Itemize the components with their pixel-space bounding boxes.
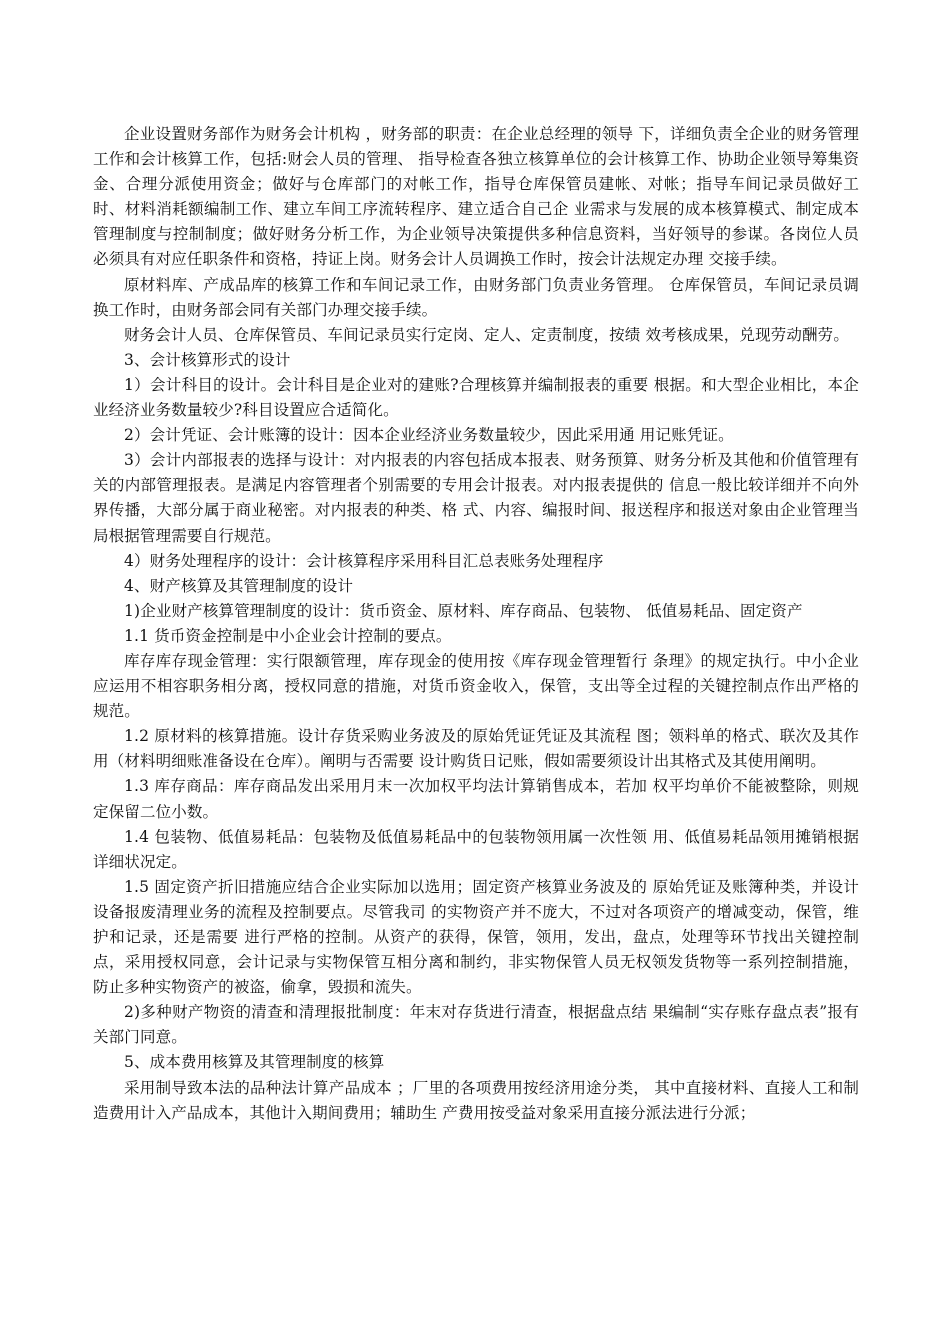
paragraph: 1.3 库存商品：库存商品发出采用月末一次加权平均法计算销售成本，若加 权平均单价不能被整除，则规定保留二位小数。: [93, 777, 859, 821]
paragraph: 1.5 固定资产折旧措施应结合企业实际加以选用；固定资产核算业务波及的 原始凭证及账簿种类，并设计设备报废清理业务的流程及控制要点。尽管我司 的实物资产并不庞大，不过对各项资产的增减变动，保管，维护和记录，还是需要 进行严格的控制。从资产的获得，保管，领用，发出，盘点，处理等环节找出关键控制点，采用授权同意，会计记录与实物保管互相分离和制约，非实物保管人员无权领发货物等一系列控制措施，防止多种实物资产的被盗，偷拿，毁损和流失。: [93, 877, 859, 997]
section-heading: 4、财产核算及其管理制度的设计: [124, 576, 354, 595]
paragraph: 2）会计凭证、会计账簿的设计：因本企业经济业务数量较少，因此采用通 用记账凭证。: [124, 426, 734, 445]
paragraph: 1.1 货币资金控制是中小企业会计控制的要点。: [124, 626, 452, 645]
paragraph: 4）财务处理程序的设计：会计核算程序采用科目汇总表账务处理程序: [124, 551, 604, 570]
paragraph: 1)企业财产核算管理制度的设计：货币资金、原材料、库存商品、包装物、 低值易耗品、固定资产: [124, 601, 803, 620]
section-heading: 3、会计核算形式的设计: [124, 350, 291, 369]
paragraph: 库存库存现金管理：实行限额管理，库存现金的使用按《库存现金管理暂行 条理》的规定执行。中小企业应运用不相容职务相分离，授权同意的措施，对货币资金收入，保管，支出等全过程的关键控制点作出严格的规范。: [93, 651, 859, 721]
paragraph: 企业设置财务部作为财务会计机构 ，财务部的职责：在企业总经理的领导 下，详细负责全企业的财务管理工作和会计核算工作，包括:财会人员的管理、 指导检查各独立核算单位的会计核算工作、协助企业领导筹集资金、合理分派使用资金；做好与仓库部门的对帐工作，指导仓库保管员建帐、对帐；指导车间记录员做好工时、材料消耗额编制工作、建立车间工序流转程序、建立适合自己企 业需求与发展的成本核算模式、制定成本管理制度与控制制度；做好财务分析工作，为企业领导决策提供多种信息资料，当好领导的参谋。各岗位人员必须具有对应任职条件和资格，持证上岗。财务会计人员调换工作时，按会计法规定办理 交接手续。: [93, 125, 859, 269]
paragraph: 3）会计内部报表的选择与设计：对内报表的内容包括成本报表、财务预算、财务分析及其他和价值管理有关的内部管理报表。是满足内容管理者个别需要的专用会计报表。对内报表提供的 信息一般比较详细并不向外界传播，大部分属于商业秘密。对内报表的种类、格 式、内容、编报时间、报送程序和报送对象由企业管理当局根据管理需要自行规范。: [93, 451, 859, 545]
paragraph: 原材料库、产成品库的核算工作和车间记录工作，由财务部门负责业务管理。 仓库保管员，车间记录员调换工作时，由财务部会同有关部门办理交接手续。: [93, 275, 859, 319]
document-body: [93, 122, 859, 1126]
paragraph: 财务会计人员、仓库保管员、车间记录员实行定岗、定人、定责制度，按绩 效考核成果，兑现劳动酬劳。: [124, 325, 849, 344]
paragraph: 2)多种财产物资的清查和清理报批制度：年末对存货进行清查，根据盘点结 果编制“实存账存盘点表”报有关部门同意。: [93, 1003, 859, 1047]
paragraph: 1）会计科目的设计。会计科目是企业对的建账?合理核算并编制报表的重要 根据。和大型企业相比，本企业经济业务数量较少?科目设置应合适简化。: [93, 375, 859, 420]
paragraph: 1.4 包装物、低值易耗品：包装物及低值易耗品中的包装物领用属一次性领 用、低值易耗品领用摊销根据详细状况定。: [93, 827, 859, 871]
section-heading: 5、成本费用核算及其管理制度的核算: [124, 1053, 385, 1072]
paragraph: 采用制导致本法的品种法计算产品成本 ；厂里的各项费用按经济用途分类， 其中直接材料、直接人工和制造费用计入产品成本，其他计入期间费用；辅助生 产费用按受益对象采用直接分派法进行分派；: [93, 1078, 859, 1122]
paragraph: 1.2 原材料的核算措施。设计存货采购业务波及的原始凭证凭证及其流程 图；领料单的格式、联次及其作用（材料明细账准备设在仓库）。阐明与否需要 设计购货日记账，假如需要须设计出其格式及其使用阐明。: [93, 727, 859, 771]
